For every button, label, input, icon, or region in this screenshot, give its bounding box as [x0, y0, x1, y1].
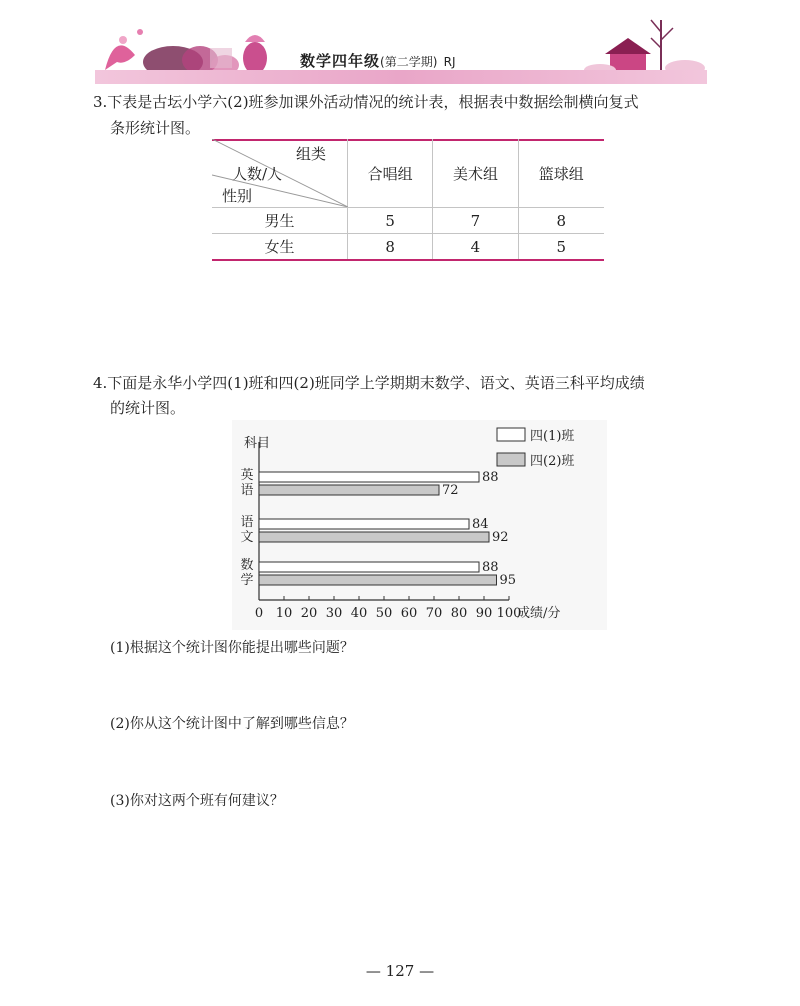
- bar-0-2: [259, 562, 479, 572]
- y-category-label: 学: [240, 573, 254, 588]
- book-subtitle: (第二学期): [380, 55, 438, 69]
- bar-1-2: [259, 575, 497, 585]
- q4-sub2: (2)你从这个统计图中了解到哪些信息？: [110, 716, 354, 732]
- header-band: [95, 70, 707, 84]
- cell-value: 8: [518, 208, 604, 234]
- table-corner-cell: [212, 139, 347, 208]
- bar-0-0: [259, 472, 479, 482]
- bar-1-1: [259, 532, 489, 542]
- col-header-basketball: 篮球组: [518, 139, 604, 208]
- legend-label: 四(1)班: [530, 429, 575, 444]
- chart-canvas: [232, 420, 607, 630]
- header-title: [300, 50, 456, 71]
- y-category-label: 语: [240, 483, 254, 498]
- table-row-boys: [212, 208, 604, 234]
- x-tick-label: 0: [254, 606, 264, 621]
- q4-text-line2: 的统计图。: [110, 399, 186, 417]
- y-axis-label: 科目: [244, 436, 271, 451]
- table-bottom-rule: [212, 259, 604, 261]
- corner-label-category: 组类: [296, 145, 327, 163]
- bar-value-label: 88: [482, 560, 499, 575]
- x-tick-label: 80: [450, 606, 468, 621]
- bar-value-label: 72: [442, 483, 459, 498]
- bar-0-1: [259, 519, 469, 529]
- y-category-label: 文: [240, 530, 254, 545]
- legend-swatch-1: [497, 453, 525, 466]
- corner-label-gender: 性别: [222, 187, 253, 205]
- q4-text-line1: 4.下面是永华小学四(1)班和四(2)班同学上学期期末数学、语文、英语三科平均成绩: [93, 374, 645, 392]
- x-tick-label: 90: [475, 606, 493, 621]
- book-title: 数学四年级: [300, 52, 381, 70]
- y-category-label: 英: [240, 468, 254, 483]
- bar-value-label: 95: [499, 573, 517, 588]
- legend-label: 四(2)班: [530, 454, 575, 469]
- cell-value: 5: [518, 234, 604, 260]
- page-number: — 127 —: [365, 962, 435, 980]
- x-tick-label: 60: [400, 606, 418, 621]
- y-category-label: 数: [240, 558, 254, 573]
- bar-value-label: 84: [472, 517, 489, 532]
- cell-value: 8: [347, 234, 432, 260]
- col-header-art: 美术组: [433, 139, 518, 208]
- x-axis-label: 成绩/分: [517, 606, 561, 621]
- q3-text-line1: 3.下表是古坛小学六(2)班参加课外活动情况的统计表，根据表中数据绘制横向复式: [93, 93, 639, 111]
- cell-value: 5: [347, 208, 432, 234]
- q4-sub3: (3)你对这两个班有何建议？: [110, 793, 284, 809]
- cell-value: 7: [433, 208, 518, 234]
- corner-label-count: 人数/人: [232, 165, 283, 183]
- bar-value-label: 88: [482, 470, 499, 485]
- cell-value: 4: [433, 234, 518, 260]
- bar-value-label: 92: [492, 530, 509, 545]
- q3-text-line2: 条形统计图。: [110, 119, 201, 137]
- legend-swatch-0: [497, 428, 525, 441]
- row-label: 男生: [212, 208, 347, 234]
- table-row-girls: [212, 234, 604, 260]
- score-chart: [232, 420, 607, 630]
- q4-sub1: (1)根据这个统计图你能提出哪些问题？: [110, 640, 354, 656]
- x-tick-label: 30: [325, 606, 343, 621]
- y-category-label: 语: [240, 515, 254, 530]
- x-tick-label: 40: [350, 606, 368, 621]
- x-tick-label: 20: [300, 606, 318, 621]
- x-tick-label: 10: [275, 606, 293, 621]
- row-label: 女生: [212, 234, 347, 260]
- x-tick-label: 100: [496, 606, 522, 621]
- x-tick-label: 70: [425, 606, 443, 621]
- activity-table: [212, 139, 604, 261]
- book-edition: RJ: [443, 55, 456, 69]
- col-header-choir: 合唱组: [347, 139, 432, 208]
- x-tick-label: 50: [375, 606, 393, 621]
- bar-1-0: [259, 485, 439, 495]
